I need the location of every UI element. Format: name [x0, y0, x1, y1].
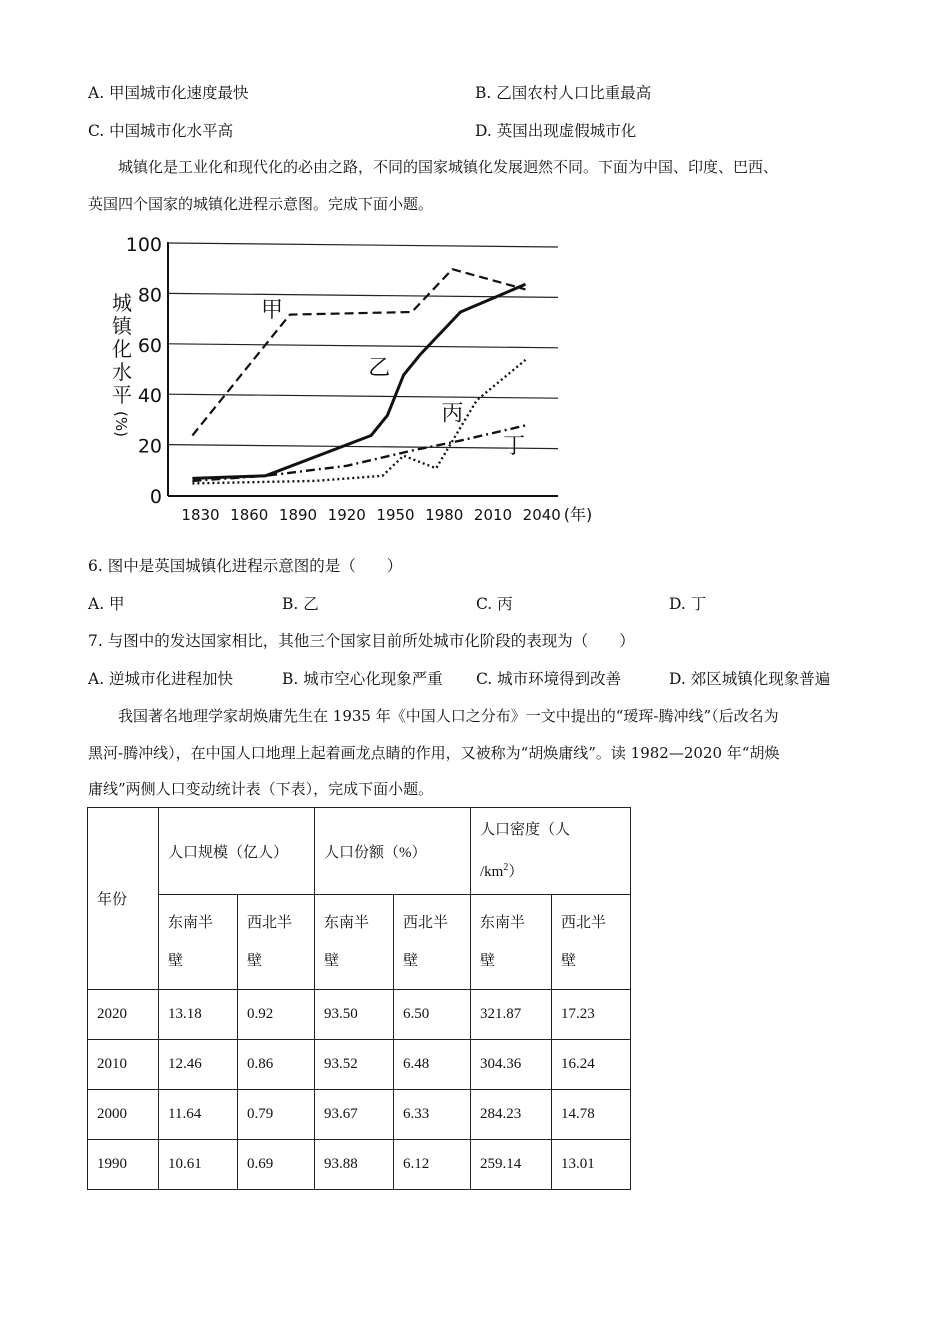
- cell: 304.36: [471, 1040, 552, 1090]
- cell: 13.01: [552, 1140, 631, 1190]
- y-tick-label: 20: [137, 435, 162, 458]
- sub-header-se-share: 东南半 壁: [315, 895, 394, 990]
- intro1-line2: 英国四个国家的城镇化进程示意图。完成下面小题。: [88, 195, 434, 213]
- cell: 259.14: [471, 1140, 552, 1190]
- cell: 17.23: [552, 990, 631, 1040]
- x-tick-label: 1830: [181, 506, 220, 524]
- cell: 6.50: [394, 990, 471, 1040]
- cell: 6.33: [394, 1090, 471, 1140]
- x-tick-label: 1950: [376, 506, 415, 524]
- cell: 93.67: [315, 1090, 394, 1140]
- cell: 321.87: [471, 990, 552, 1040]
- row-year: 2010: [88, 1040, 159, 1090]
- q6-stem: 6. 图中是英国城镇化进程示意图的是（ ）: [88, 557, 403, 575]
- table-row: [88, 1090, 631, 1140]
- series-label: 甲: [260, 298, 284, 324]
- cell: 93.50: [315, 990, 394, 1040]
- y-axis-title-char: 城: [112, 291, 132, 315]
- intro2-line3: 庸线”两侧人口变动统计表（下表），完成下面小题。: [88, 780, 434, 798]
- intro2-line1: 我国著名地理学家胡焕庸先生在 1935 年《中国人口之分布》一文中提出的“瑷珲-腾冲线”（后改名为: [118, 707, 779, 725]
- q7-option-c: C. 城市环境得到改善: [476, 670, 622, 688]
- series-label: 乙: [368, 356, 391, 382]
- x-tick-label: 1860: [230, 506, 269, 524]
- row-year: 2000: [88, 1090, 159, 1140]
- table-row: [88, 1040, 631, 1090]
- intro2-line2: 黑河-腾冲线），在中国人口地理上起着画龙点睛的作用，又被称为“胡焕庸线”。读 1982—2020 年“胡焕: [88, 744, 780, 762]
- x-tick-label: 2040: [522, 506, 561, 524]
- y-axis-title-char: 化: [112, 337, 132, 361]
- y-tick-label: 0: [149, 486, 162, 508]
- row-year: 2020: [88, 990, 159, 1040]
- y-tick-label: 80: [137, 284, 162, 307]
- x-tick-label: 1980: [425, 506, 464, 524]
- chart-axes: [126, 234, 561, 524]
- group-header-share: 人口份额（%）: [315, 808, 471, 895]
- q6-option-a: A. 甲: [88, 595, 125, 613]
- sub-header-nw-share: 西北半 壁: [394, 895, 471, 990]
- row-year: 1990: [88, 1140, 159, 1190]
- x-axis-title: (年): [563, 505, 593, 524]
- gridline: [168, 243, 558, 247]
- urbanization-chart: [100, 228, 640, 528]
- cell: 14.78: [552, 1090, 631, 1140]
- intro1-line1: 城镇化是工业化和现代化的必由之路，不同的国家城镇化发展迥然不同。下面为中国、印度、巴西、: [118, 158, 779, 176]
- y-axis-title-char: 平: [112, 383, 132, 407]
- chart-series: [192, 269, 525, 483]
- cell: 11.64: [159, 1090, 238, 1140]
- q7-option-a: A. 逆城市化进程加快: [88, 670, 234, 688]
- q6-option-c: C. 丙: [476, 595, 513, 613]
- y-axis-title-char: 镇: [112, 314, 132, 338]
- group-header-scale: 人口规模（亿人）: [159, 808, 315, 895]
- q6-option-b: B. 乙: [282, 595, 319, 613]
- group-header-density: 人口密度（人 $/km^2$）: [471, 808, 631, 895]
- q7-stem: 7. 与图中的发达国家相比，其他三个国家目前所处城市化阶段的表现为（ ）: [88, 632, 635, 650]
- gridline: [168, 394, 558, 398]
- series-line-丁: [192, 425, 525, 481]
- y-tick-label: 100: [125, 234, 162, 256]
- prev-option-b: B. 乙国农村人口比重最高: [475, 84, 652, 102]
- sub-header-se-scale: 东南半 壁: [159, 895, 238, 990]
- q6-option-d: D. 丁: [669, 595, 707, 613]
- prev-option-a: A. 甲国城市化速度最快: [88, 84, 249, 102]
- cell: 284.23: [471, 1090, 552, 1140]
- x-tick-label: 1920: [327, 506, 366, 524]
- chart-grid: [168, 243, 558, 449]
- y-axis-title-char: 水: [112, 360, 132, 384]
- cell: 6.12: [394, 1140, 471, 1190]
- cell: 93.52: [315, 1040, 394, 1090]
- cell: 16.24: [552, 1040, 631, 1090]
- prev-option-d: D. 英国出现虚假城市化: [475, 122, 637, 140]
- series-label: 丙: [441, 401, 464, 427]
- q7-option-d: D. 郊区城镇化现象普遍: [669, 670, 831, 688]
- series-line-丙: [192, 360, 525, 484]
- cell: 0.86: [238, 1040, 315, 1090]
- gridline: [168, 445, 558, 449]
- x-tick-label: 2010: [473, 506, 513, 524]
- cell: 0.69: [238, 1140, 315, 1190]
- sub-header-nw-density: 西北半 壁: [552, 895, 631, 990]
- population-table: [87, 807, 631, 1190]
- y-tick-label: 40: [137, 385, 162, 408]
- cell: 0.92: [238, 990, 315, 1040]
- prev-option-c: C. 中国城市化水平高: [88, 122, 234, 140]
- series-label: 丁: [503, 434, 526, 460]
- cell: 6.48: [394, 1040, 471, 1090]
- table-row: [88, 1140, 631, 1190]
- cell: 12.46: [159, 1040, 238, 1090]
- x-tick-label: 1890: [278, 506, 318, 524]
- gridline: [168, 344, 558, 348]
- cell: 0.79: [238, 1090, 315, 1140]
- cell: 13.18: [159, 990, 238, 1040]
- y-tick-label: 60: [137, 334, 162, 357]
- sub-header-nw-scale: 西北半 壁: [238, 895, 315, 990]
- cell: 10.61: [159, 1140, 238, 1190]
- table-row: [88, 990, 631, 1040]
- q7-option-b: B. 城市空心化现象严重: [282, 670, 443, 688]
- sub-header-se-density: 东南半 壁: [471, 895, 552, 990]
- chart-labels: [112, 291, 592, 524]
- cell: 93.88: [315, 1140, 394, 1190]
- y-axis-unit: (%): [112, 411, 130, 437]
- year-header: 年份: [88, 808, 159, 990]
